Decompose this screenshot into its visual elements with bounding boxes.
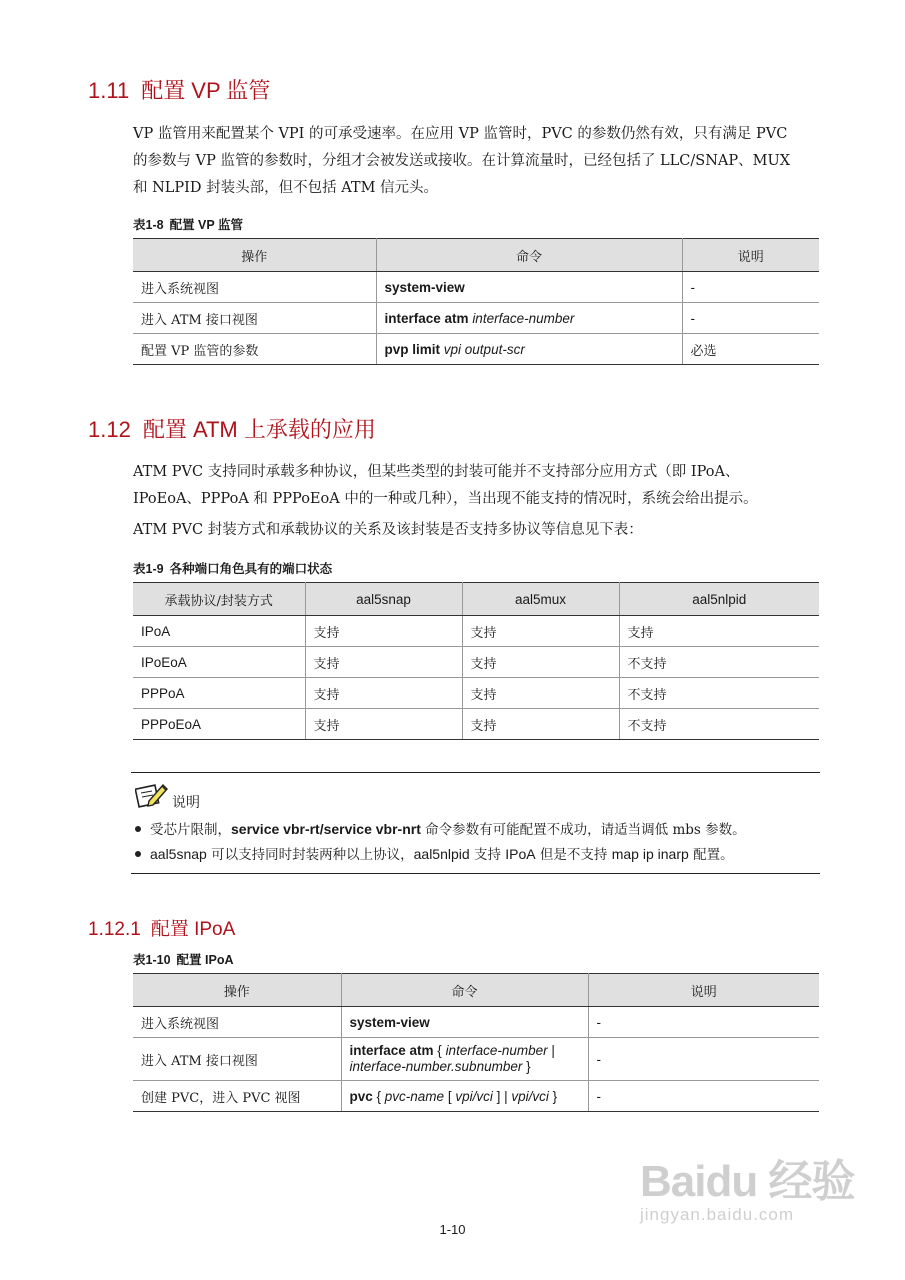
cell-value: 不支持 [619,678,819,709]
paragraph-line: 和 NLPID 封装头部，但不包括 ATM 信元头。 [133,180,439,196]
cell-note: - [588,1081,819,1112]
cell-operation: 进入 ATM 接口视图 [133,1038,341,1081]
table-row [133,647,819,678]
caption-title: 配置 IPoA [176,953,234,967]
command-punct: ] | [492,1088,512,1104]
caption-number: 表1-10 [133,953,171,967]
bullet-text: 受芯片限制， [150,822,231,838]
command-keyword: system-view [349,1014,430,1030]
command-punct: { [372,1088,385,1104]
command-keyword: interface atm [384,310,469,326]
col-header-command: 命令 [376,239,682,272]
cell-value: 不支持 [619,709,819,740]
command-punct: { [433,1043,446,1058]
page-number: 1-10 [439,1222,466,1237]
cell-operation: 配置 VP 监管的参数 [133,334,376,365]
command-keyword: pvp limit [384,341,441,357]
cell-protocol: IPoA [133,616,305,647]
col-header-aal5snap: aal5snap [305,583,462,616]
section-title: 配置 ATM 上承载的应用 [142,417,376,442]
cell-operation: 进入 ATM 接口视图 [133,303,376,334]
cell-command [341,1007,588,1038]
cell-note: - [682,303,819,334]
cell-value: 支持 [305,678,462,709]
section-heading-1-12 [88,413,376,444]
section-heading-1-12-1 [88,914,235,941]
cell-note: 必选 [682,334,819,365]
bullet-text: 可以支持同时封装两种以上协议， [206,847,414,863]
section-1-12-paragraph-2 [133,517,819,544]
bullet-term: map ip inarp [611,846,689,862]
col-header-operation: 操作 [133,974,341,1007]
cell-command [376,334,682,365]
table-row [133,1038,819,1081]
table-row [133,303,819,334]
bullet-text: 支持 [469,847,506,863]
section-number: 1.11 [88,78,130,103]
watermark-logo-text: Baidu 经验 [640,1157,855,1206]
bullet-command: service vbr-rt/service vbr-nrt [231,821,421,837]
table-1-8-caption [133,215,243,233]
cell-command [341,1038,588,1081]
section-number: 1.12.1 [88,919,141,940]
cell-protocol: IPoEoA [133,647,305,678]
col-header-note: 说明 [682,239,819,272]
cell-value: 支持 [305,647,462,678]
table-header-row [133,974,819,1007]
command-punct: [ [444,1088,456,1104]
section-1-12-paragraph [133,459,819,513]
command-keyword: pvc [349,1088,373,1104]
col-header-note: 说明 [588,974,819,1007]
caption-number: 表1-8 [133,218,164,232]
cell-operation: 进入系统视图 [133,1007,341,1038]
caption-title: 各种端口角色具有的端口状态 [169,562,333,576]
cell-value: 支持 [305,616,462,647]
cell-note: - [588,1038,819,1081]
cell-operation: 进入系统视图 [133,272,376,303]
bullet-text: 配置。 [688,847,734,863]
note-bullet-1 [135,818,746,838]
command-argument: pvc-name [384,1088,445,1104]
note-title: 说明 [172,795,200,811]
table-row [133,272,819,303]
cell-value: 支持 [619,616,819,647]
section-1-11-paragraph [133,121,819,202]
col-header-protocol: 承载协议/封装方式 [133,583,305,616]
table-1-10-caption [133,950,233,968]
cell-value: 支持 [462,616,619,647]
col-header-aal5mux: aal5mux [462,583,619,616]
section-heading-1-11 [88,74,270,105]
bullet-dot-icon [135,851,141,857]
table-1-8 [133,238,819,365]
section-title: 配置 IPoA [150,919,236,940]
section-title: 配置 VP 监管 [141,78,271,103]
bullet-term: IPoA [505,846,536,862]
command-punct: | [547,1043,555,1058]
table-header-row [133,583,819,616]
table-header-row [133,239,819,272]
bullet-text: 命令参数有可能配置不成功，请适当调低 mbs 参数。 [420,822,746,838]
cell-value: 支持 [462,678,619,709]
col-header-operation: 操作 [133,239,376,272]
bullet-term: aal5nlpid [413,846,470,862]
command-punct: } [548,1088,558,1104]
cell-value: 支持 [462,647,619,678]
caption-number: 表1-9 [133,562,164,576]
paragraph-line: IPoEoA、PPPoA 和 PPPoEoA 中的一种或几种），当出现不能支持的情况时，系统会给出提示。 [133,491,758,507]
table-1-9 [133,582,819,740]
command-argument: interface-number [472,310,575,326]
table-row [133,1007,819,1038]
paragraph-line: ATM PVC 封装方式和承载协议的关系及该封装是否支持多协议等信息见下表： [133,522,643,538]
table-1-10 [133,973,819,1112]
note-pencil-icon [135,781,169,814]
bullet-dot-icon [135,826,141,832]
paragraph-line: VP 监管用来配置某个 VPI 的可承受速率。在应用 VP 监管时，PVC 的参数仍然有效，只有满足 PVC [133,126,788,142]
table-row [133,709,819,740]
cell-value: 支持 [462,709,619,740]
table-row [133,678,819,709]
section-number: 1.12 [88,417,131,442]
note-bullet-2 [135,843,734,863]
cell-value: 支持 [305,709,462,740]
table-row [133,334,819,365]
cell-note: - [682,272,819,303]
command-argument: vpi/vci [455,1088,493,1104]
col-header-command: 命令 [341,974,588,1007]
cell-protocol: PPPoA [133,678,305,709]
col-header-aal5nlpid: aal5nlpid [619,583,819,616]
cell-command [376,272,682,303]
cell-protocol: PPPoEoA [133,709,305,740]
cell-operation: 创建 PVC，进入 PVC 视图 [133,1081,341,1112]
command-argument: vpi/vci [511,1088,549,1104]
cell-command [376,303,682,334]
cell-value: 不支持 [619,647,819,678]
command-argument: interface-number.subnumber [349,1059,523,1074]
table-1-9-caption [133,559,332,577]
command-argument: vpi output-scr [443,341,525,357]
caption-title: 配置 VP 监管 [169,218,243,232]
watermark-url: jingyan.baidu.com [640,1205,795,1224]
cell-command [341,1081,588,1112]
table-row [133,1081,819,1112]
baidu-watermark [640,1145,854,1225]
paragraph-line: 的参数与 VP 监管的参数时，分组才会被发送或接收。在计算流量时，已经包括了 LLC/SNAP、MUX [133,153,791,169]
cell-note: - [588,1007,819,1038]
table-row [133,616,819,647]
bullet-term: aal5snap [150,846,207,862]
paragraph-line: ATM PVC 支持同时承载多种协议，但某些类型的封装可能并不支持部分应用方式（即 IPoA、 [133,464,740,480]
command-punct: } [522,1059,531,1074]
bullet-text: 但是不支持 [535,847,612,863]
command-argument: interface-number [445,1043,548,1058]
command-keyword: interface atm [349,1043,434,1058]
command-keyword: system-view [384,279,465,295]
